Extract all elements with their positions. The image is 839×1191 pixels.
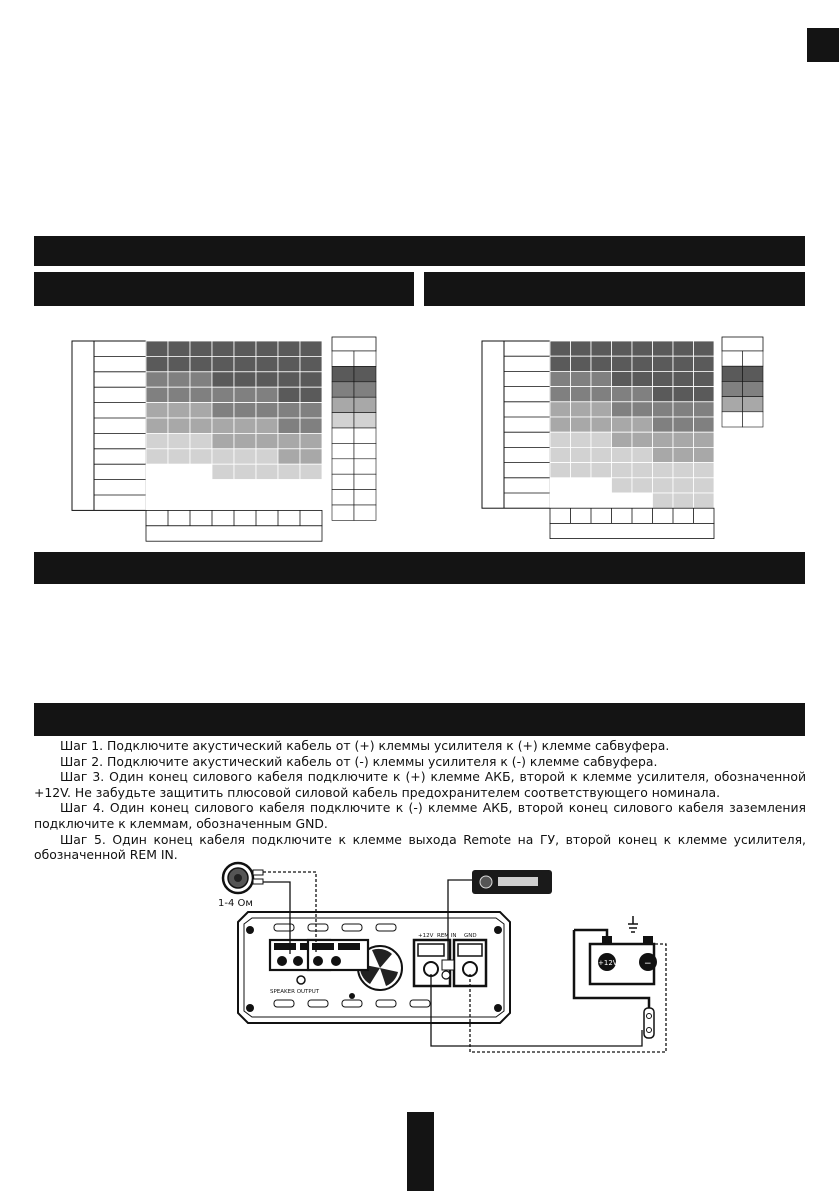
table-cell bbox=[190, 387, 212, 402]
table-cell bbox=[653, 493, 674, 508]
table-cell bbox=[300, 433, 322, 448]
table-cell bbox=[632, 463, 653, 478]
table-cell bbox=[300, 356, 322, 371]
table-cell bbox=[190, 418, 212, 433]
table-cell bbox=[234, 387, 256, 402]
table-cell bbox=[632, 356, 653, 371]
table-cell bbox=[612, 341, 633, 356]
subwoofer-icon bbox=[223, 863, 263, 893]
table-cell bbox=[256, 387, 278, 402]
section-bar-fuse bbox=[34, 552, 805, 584]
table-cell bbox=[571, 387, 592, 402]
table-cell bbox=[571, 417, 592, 432]
table-cell bbox=[212, 372, 234, 387]
table-cell bbox=[612, 447, 633, 462]
table-cell bbox=[612, 356, 633, 371]
ground-table-grid bbox=[482, 337, 763, 539]
table-cell bbox=[550, 387, 571, 402]
table-cell bbox=[256, 495, 278, 510]
table-cell bbox=[256, 341, 278, 356]
table-cell bbox=[653, 387, 674, 402]
table-cell bbox=[146, 341, 168, 356]
table-cell bbox=[168, 341, 190, 356]
table-cell bbox=[550, 478, 571, 493]
table-cell bbox=[300, 495, 322, 510]
table-cell bbox=[256, 480, 278, 495]
table-cell bbox=[612, 417, 633, 432]
step-5: Шаг 5. Один конец кабеля подключите к клемме выхода Remote на ГУ, второй конец к клемме усилителя, обозначенной REM IN. bbox=[34, 831, 806, 863]
table-cell bbox=[550, 463, 571, 478]
table-cell bbox=[653, 417, 674, 432]
table-cell bbox=[694, 432, 715, 447]
power-table-grid bbox=[72, 337, 376, 541]
table-cell bbox=[550, 447, 571, 462]
table-cell bbox=[653, 341, 674, 356]
table-cell bbox=[234, 449, 256, 464]
table-cell bbox=[146, 433, 168, 448]
table-cell bbox=[256, 433, 278, 448]
table-cell bbox=[653, 402, 674, 417]
table-cell bbox=[632, 432, 653, 447]
table-cell bbox=[591, 356, 612, 371]
table-cell bbox=[212, 433, 234, 448]
table-cell bbox=[168, 356, 190, 371]
table-cell bbox=[278, 495, 300, 510]
battery-plus-label: +12V bbox=[598, 959, 618, 967]
table-cell bbox=[146, 356, 168, 371]
table-cell bbox=[550, 432, 571, 447]
table-cell bbox=[673, 402, 694, 417]
table-cell bbox=[571, 493, 592, 508]
section-bar-connection bbox=[34, 703, 805, 736]
terminal-gnd-label: GND bbox=[464, 933, 477, 939]
table-cell bbox=[673, 493, 694, 508]
table-cell bbox=[550, 493, 571, 508]
table-cell bbox=[612, 493, 633, 508]
table-cell bbox=[300, 449, 322, 464]
table-cell bbox=[146, 480, 168, 495]
table-cell bbox=[168, 495, 190, 510]
table-cell bbox=[653, 356, 674, 371]
table-cell bbox=[694, 478, 715, 493]
table-cell bbox=[694, 402, 715, 417]
table-cell bbox=[146, 372, 168, 387]
table-cell bbox=[168, 387, 190, 402]
table-cell bbox=[234, 403, 256, 418]
table-cell bbox=[278, 418, 300, 433]
table-cell bbox=[571, 402, 592, 417]
table-cell bbox=[146, 464, 168, 479]
step-1: Шаг 1. Подключите акустический кабель от (+) клеммы усилителя к (+) клемме сабвуфера. bbox=[60, 738, 670, 753]
table-cell bbox=[278, 480, 300, 495]
table-cell bbox=[612, 402, 633, 417]
table-cell bbox=[168, 403, 190, 418]
table-cell bbox=[571, 432, 592, 447]
table-cell bbox=[256, 403, 278, 418]
table-cell bbox=[212, 387, 234, 402]
table-cell bbox=[190, 433, 212, 448]
connection-steps bbox=[34, 738, 806, 863]
table-cell bbox=[694, 447, 715, 462]
table-cell bbox=[653, 463, 674, 478]
table-cell bbox=[278, 356, 300, 371]
table-cell bbox=[694, 417, 715, 432]
table-cell bbox=[278, 433, 300, 448]
table-cell bbox=[571, 371, 592, 386]
table-cell bbox=[632, 387, 653, 402]
table-cell bbox=[212, 495, 234, 510]
table-cell bbox=[234, 372, 256, 387]
table-cell bbox=[146, 403, 168, 418]
terminal-rem-in-label: REM IN bbox=[437, 933, 457, 939]
language-tab bbox=[807, 28, 839, 62]
table-cell bbox=[300, 387, 322, 402]
table-cell bbox=[612, 371, 633, 386]
table-cell bbox=[591, 417, 612, 432]
table-cell bbox=[190, 480, 212, 495]
table-cell bbox=[694, 371, 715, 386]
table-cell bbox=[278, 341, 300, 356]
table-cell bbox=[256, 356, 278, 371]
table-cell bbox=[212, 449, 234, 464]
terminal-12v-label: +12V bbox=[418, 933, 434, 939]
table-cell bbox=[256, 464, 278, 479]
step-2: Шаг 2. Подключите акустический кабель от (-) клеммы усилителя к (-) клемме сабвуфера. bbox=[60, 753, 658, 769]
table-cell bbox=[190, 356, 212, 371]
table-cell bbox=[300, 464, 322, 479]
section-bar-cable-table bbox=[34, 236, 805, 266]
table-cell bbox=[694, 356, 715, 371]
table-cell bbox=[653, 478, 674, 493]
battery-minus-label: − bbox=[644, 959, 652, 969]
table-cell bbox=[300, 372, 322, 387]
wiring-diagram bbox=[210, 858, 680, 1058]
table-cell bbox=[146, 449, 168, 464]
table-cell bbox=[632, 417, 653, 432]
table-cell bbox=[212, 356, 234, 371]
step-4: Шаг 4. Один конец силового кабеля подключите к (-) клемме АКБ, второй конец силового кабеля заземления подключите к клеммам, обозначенным GND. bbox=[34, 800, 806, 831]
table-cell bbox=[632, 371, 653, 386]
table-cell bbox=[591, 371, 612, 386]
table-cell bbox=[168, 433, 190, 448]
table-cell bbox=[256, 449, 278, 464]
table-cell bbox=[550, 356, 571, 371]
table-cell bbox=[591, 402, 612, 417]
table-cell bbox=[612, 432, 633, 447]
table-cell bbox=[168, 418, 190, 433]
table-cell bbox=[571, 356, 592, 371]
table-cell bbox=[234, 356, 256, 371]
table-cell bbox=[632, 402, 653, 417]
table-cell bbox=[694, 463, 715, 478]
table-cell bbox=[591, 341, 612, 356]
table-cell bbox=[146, 495, 168, 510]
table-cell bbox=[212, 480, 234, 495]
table-cell bbox=[632, 493, 653, 508]
table-cell bbox=[673, 356, 694, 371]
table-cell bbox=[234, 480, 256, 495]
speaker-impedance-label: 1-4 Ом bbox=[218, 898, 253, 909]
table-cell bbox=[673, 478, 694, 493]
table-cell bbox=[612, 478, 633, 493]
table-cell bbox=[632, 478, 653, 493]
table-cell bbox=[256, 372, 278, 387]
table-cell bbox=[190, 341, 212, 356]
page-number-tab bbox=[407, 1112, 434, 1191]
speaker-output-label: SPEAKER OUTPUT bbox=[270, 989, 320, 995]
table-cell bbox=[190, 403, 212, 418]
table-cell bbox=[550, 402, 571, 417]
table-cell bbox=[632, 447, 653, 462]
table-cell bbox=[591, 478, 612, 493]
table-cell bbox=[694, 341, 715, 356]
table-cell bbox=[673, 447, 694, 462]
table-cell bbox=[300, 341, 322, 356]
table-cell bbox=[571, 463, 592, 478]
table-cell bbox=[673, 341, 694, 356]
section-bar-ground-cable bbox=[424, 272, 805, 306]
table-cell bbox=[278, 403, 300, 418]
table-cell bbox=[190, 495, 212, 510]
table-cell bbox=[673, 371, 694, 386]
table-cell bbox=[234, 341, 256, 356]
table-cell bbox=[146, 418, 168, 433]
table-cell bbox=[234, 433, 256, 448]
table-cell bbox=[234, 418, 256, 433]
table-cell bbox=[591, 463, 612, 478]
table-cell bbox=[234, 464, 256, 479]
table-cell bbox=[673, 417, 694, 432]
table-cell bbox=[571, 478, 592, 493]
table-cell bbox=[571, 341, 592, 356]
table-cell bbox=[612, 387, 633, 402]
table-cell bbox=[300, 403, 322, 418]
table-cell bbox=[168, 372, 190, 387]
table-cell bbox=[278, 387, 300, 402]
table-cell bbox=[694, 493, 715, 508]
table-cell bbox=[190, 372, 212, 387]
head-unit-icon bbox=[472, 870, 552, 894]
table-cell bbox=[212, 341, 234, 356]
table-cell bbox=[591, 493, 612, 508]
table-cell bbox=[300, 480, 322, 495]
table-cell bbox=[550, 371, 571, 386]
table-cell bbox=[278, 449, 300, 464]
table-cell bbox=[190, 449, 212, 464]
table-cell bbox=[632, 341, 653, 356]
table-cell bbox=[300, 418, 322, 433]
table-cell bbox=[571, 447, 592, 462]
battery-icon bbox=[590, 916, 657, 984]
table-cell bbox=[653, 371, 674, 386]
table-cell bbox=[278, 464, 300, 479]
table-cell bbox=[550, 417, 571, 432]
table-cell bbox=[673, 432, 694, 447]
power-cable-table bbox=[60, 330, 390, 550]
table-cell bbox=[550, 341, 571, 356]
table-cell bbox=[212, 464, 234, 479]
table-cell bbox=[234, 495, 256, 510]
table-cell bbox=[694, 387, 715, 402]
table-cell bbox=[278, 372, 300, 387]
table-cell bbox=[591, 432, 612, 447]
table-cell bbox=[168, 449, 190, 464]
table-cell bbox=[591, 447, 612, 462]
table-cell bbox=[146, 387, 168, 402]
table-cell bbox=[653, 432, 674, 447]
section-bar-power-cable bbox=[34, 272, 414, 306]
table-cell bbox=[653, 447, 674, 462]
table-cell bbox=[212, 418, 234, 433]
table-cell bbox=[168, 480, 190, 495]
table-cell bbox=[168, 464, 190, 479]
table-cell bbox=[673, 387, 694, 402]
table-cell bbox=[212, 403, 234, 418]
table-cell bbox=[591, 387, 612, 402]
step-3: Шаг 3. Один конец силового кабеля подключите к (+) клемме АКБ, второй к клемме усилителя, обозначенной +12V. Не забудьте защитить плюсовой силовой кабель предохранителем соответствующего номинала. bbox=[34, 769, 806, 800]
table-cell bbox=[673, 463, 694, 478]
ground-cable-table bbox=[470, 330, 780, 550]
table-cell bbox=[612, 463, 633, 478]
fuse-icon bbox=[644, 1008, 654, 1038]
table-cell bbox=[256, 418, 278, 433]
table-cell bbox=[190, 464, 212, 479]
amplifier-icon bbox=[238, 912, 510, 1023]
